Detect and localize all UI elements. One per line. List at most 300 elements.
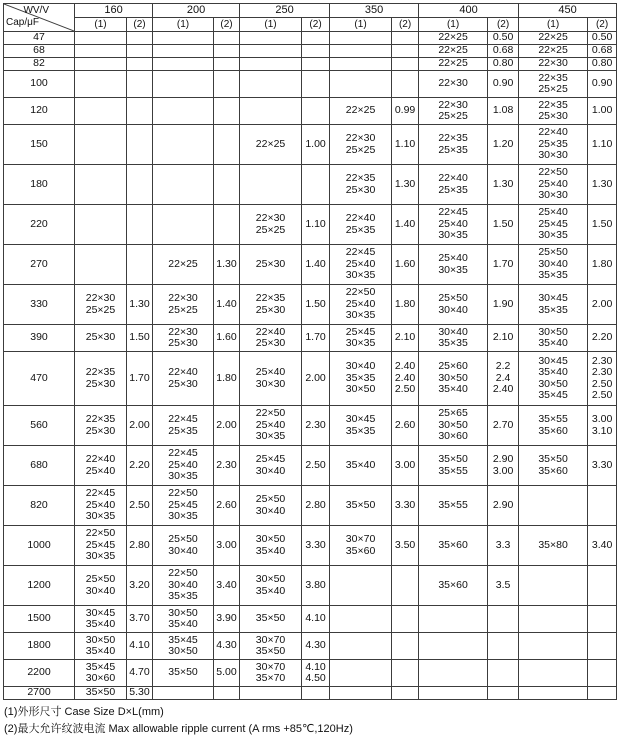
ripple-current-cell: 1.50 bbox=[588, 205, 617, 245]
case-size-cell bbox=[75, 71, 127, 98]
ripple-current-cell: 4.10 4.50 bbox=[302, 660, 330, 687]
case-size-cell bbox=[153, 58, 214, 71]
table-row bbox=[4, 325, 617, 352]
ripple-current-cell: 2.60 bbox=[392, 406, 419, 446]
table-row bbox=[4, 406, 617, 446]
capacitance-cell: 330 bbox=[4, 285, 75, 325]
table-row bbox=[4, 32, 617, 45]
ripple-current-cell: 3.00 3.10 bbox=[588, 406, 617, 446]
ripple-current-cell: 1.20 bbox=[488, 125, 519, 165]
capacitance-cell: 1800 bbox=[4, 633, 75, 660]
capacitance-cell: 68 bbox=[4, 45, 75, 58]
case-size-cell bbox=[240, 165, 302, 205]
ripple-current-cell: 1.10 bbox=[302, 205, 330, 245]
ripple-current-cell: 4.10 bbox=[302, 606, 330, 633]
case-size-cell: 22×40 25×35 bbox=[419, 165, 488, 205]
ripple-current-cell: 4.10 bbox=[127, 633, 153, 660]
ripple-current-cell: 1.10 bbox=[392, 125, 419, 165]
case-size-cell: 22×35 25×35 bbox=[419, 125, 488, 165]
case-size-cell bbox=[75, 245, 127, 285]
case-size-cell: 30×70 35×60 bbox=[330, 526, 392, 566]
ripple-current-cell: 3.70 bbox=[127, 606, 153, 633]
case-size-cell bbox=[330, 45, 392, 58]
case-size-cell bbox=[330, 32, 392, 45]
ripple-current-cell: 2.00 bbox=[302, 352, 330, 406]
ripple-current-cell: 5.30 bbox=[127, 687, 153, 700]
ripple-current-cell: 1.10 bbox=[588, 125, 617, 165]
ripple-current-cell: 2.30 bbox=[302, 406, 330, 446]
table-body bbox=[4, 4, 617, 700]
ripple-current-cell: 3.40 bbox=[214, 566, 240, 606]
case-size-cell: 22×45 25×40 30×35 bbox=[153, 446, 214, 486]
ripple-current-cell: 2.50 bbox=[302, 446, 330, 486]
case-size-cell: 22×35 25×30 bbox=[75, 352, 127, 406]
case-size-cell: 22×35 25×30 bbox=[330, 165, 392, 205]
ripple-current-cell: 0.90 bbox=[488, 71, 519, 98]
ripple-current-cell: 1.50 bbox=[302, 285, 330, 325]
subheader-size: (1) bbox=[419, 18, 488, 32]
ripple-current-cell bbox=[302, 98, 330, 125]
case-size-cell: 22×50 30×40 35×35 bbox=[153, 566, 214, 606]
ripple-current-cell: 3.40 bbox=[588, 526, 617, 566]
ripple-current-cell bbox=[214, 205, 240, 245]
voltage-header-350: 350 bbox=[330, 4, 419, 18]
ripple-current-cell: 2.10 bbox=[488, 325, 519, 352]
case-size-cell: 25×40 30×30 bbox=[240, 352, 302, 406]
ripple-current-cell bbox=[392, 58, 419, 71]
case-size-cell bbox=[330, 566, 392, 606]
case-size-cell: 25×40 30×35 bbox=[419, 245, 488, 285]
case-size-cell: 30×50 35×40 bbox=[240, 526, 302, 566]
ripple-current-cell: 1.60 bbox=[392, 245, 419, 285]
subheader-ripple: (2) bbox=[302, 18, 330, 32]
table-row bbox=[4, 566, 617, 606]
case-size-cell: 22×45 25×40 30×35 bbox=[330, 245, 392, 285]
ripple-current-cell: 0.68 bbox=[588, 45, 617, 58]
case-size-cell: 22×50 25×40 30×35 bbox=[330, 285, 392, 325]
ripple-current-cell bbox=[214, 71, 240, 98]
case-size-cell: 22×50 25×45 30×35 bbox=[153, 486, 214, 526]
capacitance-cell: 680 bbox=[4, 446, 75, 486]
case-size-cell bbox=[153, 98, 214, 125]
case-size-cell bbox=[519, 633, 588, 660]
case-size-cell: 22×40 25×30 bbox=[153, 352, 214, 406]
table-row bbox=[4, 205, 617, 245]
case-size-cell: 35×50 35×60 bbox=[519, 446, 588, 486]
case-size-cell: 22×25 bbox=[419, 45, 488, 58]
ripple-current-cell: 1.50 bbox=[127, 325, 153, 352]
case-size-cell bbox=[419, 633, 488, 660]
ripple-current-cell: 2.60 bbox=[214, 486, 240, 526]
ripple-current-cell bbox=[588, 633, 617, 660]
ripple-current-cell: 1.50 bbox=[488, 205, 519, 245]
ripple-current-cell: 1.00 bbox=[588, 98, 617, 125]
case-size-cell bbox=[519, 660, 588, 687]
subheader-ripple: (2) bbox=[127, 18, 153, 32]
ripple-current-cell bbox=[392, 606, 419, 633]
case-size-cell: 25×50 30×40 bbox=[153, 526, 214, 566]
case-size-cell: 22×40 25×40 bbox=[75, 446, 127, 486]
ripple-current-cell: 3.00 bbox=[392, 446, 419, 486]
case-size-cell bbox=[153, 32, 214, 45]
ripple-current-cell: 1.30 bbox=[392, 165, 419, 205]
case-size-cell: 22×30 bbox=[419, 71, 488, 98]
case-size-cell: 35×80 bbox=[519, 526, 588, 566]
case-size-cell bbox=[240, 58, 302, 71]
case-size-cell bbox=[330, 606, 392, 633]
case-size-cell bbox=[75, 32, 127, 45]
ripple-current-cell bbox=[127, 205, 153, 245]
ripple-current-cell: 2.00 bbox=[127, 406, 153, 446]
ripple-current-cell: 2.80 bbox=[127, 526, 153, 566]
case-size-cell: 22×45 25×40 30×35 bbox=[75, 486, 127, 526]
case-size-cell: 22×50 25×45 30×35 bbox=[75, 526, 127, 566]
ripple-current-cell bbox=[488, 633, 519, 660]
ripple-current-cell: 3.80 bbox=[302, 566, 330, 606]
case-size-cell bbox=[330, 633, 392, 660]
case-size-cell: 25×50 30×40 bbox=[240, 486, 302, 526]
case-size-cell: 22×40 25×35 bbox=[330, 205, 392, 245]
case-size-cell: 25×65 30×50 30×60 bbox=[419, 406, 488, 446]
ripple-current-cell bbox=[127, 98, 153, 125]
ripple-current-cell bbox=[214, 165, 240, 205]
case-size-cell: 35×50 bbox=[240, 606, 302, 633]
ripple-current-cell: 3.90 bbox=[214, 606, 240, 633]
case-size-cell: 35×55 35×60 bbox=[519, 406, 588, 446]
ripple-current-cell: 1.00 bbox=[302, 125, 330, 165]
case-size-cell: 25×50 30×40 bbox=[75, 566, 127, 606]
ripple-current-cell bbox=[588, 566, 617, 606]
capacitance-cell: 1000 bbox=[4, 526, 75, 566]
case-size-cell: 25×30 bbox=[75, 325, 127, 352]
ripple-current-cell: 3.3 bbox=[488, 526, 519, 566]
capacitance-cell: 1500 bbox=[4, 606, 75, 633]
ripple-current-cell: 3.30 bbox=[302, 526, 330, 566]
subheader-size: (1) bbox=[75, 18, 127, 32]
case-size-cell: 22×45 25×40 30×35 bbox=[419, 205, 488, 245]
footnote-case-size: (1)外形尺寸 Case Size D×L(mm) bbox=[4, 706, 164, 718]
voltage-header-row bbox=[4, 4, 617, 18]
ripple-current-cell bbox=[392, 71, 419, 98]
ripple-current-cell bbox=[302, 45, 330, 58]
corner-cell bbox=[4, 4, 75, 32]
voltage-header-400: 400 bbox=[419, 4, 519, 18]
ripple-current-cell: 2.90 bbox=[488, 486, 519, 526]
ripple-current-cell: 1.40 bbox=[302, 245, 330, 285]
ripple-current-cell bbox=[302, 32, 330, 45]
ripple-current-cell bbox=[302, 165, 330, 205]
table-row bbox=[4, 165, 617, 205]
case-size-cell bbox=[153, 45, 214, 58]
ripple-current-cell: 1.70 bbox=[302, 325, 330, 352]
ripple-current-cell: 2.70 bbox=[488, 406, 519, 446]
ripple-current-cell: 0.68 bbox=[488, 45, 519, 58]
case-size-cell bbox=[519, 486, 588, 526]
ripple-current-cell bbox=[588, 606, 617, 633]
case-size-cell: 22×25 bbox=[519, 45, 588, 58]
case-size-cell: 30×50 35×40 bbox=[240, 566, 302, 606]
ripple-current-cell bbox=[392, 687, 419, 700]
table-row bbox=[4, 660, 617, 687]
ripple-current-cell: 1.30 bbox=[127, 285, 153, 325]
ripple-current-cell: 1.30 bbox=[488, 165, 519, 205]
ripple-current-cell: 2.10 bbox=[392, 325, 419, 352]
ripple-current-cell bbox=[302, 58, 330, 71]
table-row bbox=[4, 71, 617, 98]
ripple-current-cell bbox=[127, 45, 153, 58]
table-row bbox=[4, 526, 617, 566]
case-size-cell: 30×70 35×50 bbox=[240, 633, 302, 660]
subheader-size: (1) bbox=[330, 18, 392, 32]
case-size-cell bbox=[75, 165, 127, 205]
case-size-cell: 22×25 bbox=[419, 32, 488, 45]
capacitance-cell: 180 bbox=[4, 165, 75, 205]
case-size-cell bbox=[330, 660, 392, 687]
corner-wv-label: WV/V bbox=[23, 5, 49, 16]
case-size-cell: 35×60 bbox=[419, 526, 488, 566]
spec-table-wrapper bbox=[3, 3, 616, 738]
table-row bbox=[4, 486, 617, 526]
ripple-current-cell: 1.60 bbox=[214, 325, 240, 352]
ripple-current-cell: 1.80 bbox=[214, 352, 240, 406]
ripple-current-cell: 2.30 2.30 2.50 2.50 bbox=[588, 352, 617, 406]
case-size-cell: 22×40 25×35 30×30 bbox=[519, 125, 588, 165]
table-row bbox=[4, 606, 617, 633]
case-size-cell: 30×50 35×40 bbox=[75, 633, 127, 660]
ripple-current-cell: 2.50 bbox=[127, 486, 153, 526]
capacitance-cell: 100 bbox=[4, 71, 75, 98]
case-size-cell: 22×40 25×30 bbox=[240, 325, 302, 352]
ripple-current-cell: 2.2 2.4 2.40 bbox=[488, 352, 519, 406]
case-size-cell: 25×30 bbox=[240, 245, 302, 285]
case-size-cell: 30×45 35×40 bbox=[75, 606, 127, 633]
table-row bbox=[4, 125, 617, 165]
subheader-ripple: (2) bbox=[392, 18, 419, 32]
ripple-current-cell: 2.00 bbox=[588, 285, 617, 325]
ripple-current-cell bbox=[127, 125, 153, 165]
voltage-header-160: 160 bbox=[75, 4, 153, 18]
ripple-current-cell bbox=[127, 165, 153, 205]
ripple-current-cell: 3.50 bbox=[392, 526, 419, 566]
case-size-cell bbox=[419, 660, 488, 687]
ripple-current-cell: 1.80 bbox=[588, 245, 617, 285]
ripple-current-cell: 1.08 bbox=[488, 98, 519, 125]
capacitance-cell: 2700 bbox=[4, 687, 75, 700]
capacitance-cell: 2200 bbox=[4, 660, 75, 687]
case-size-cell bbox=[240, 687, 302, 700]
case-size-cell: 22×30 25×25 bbox=[330, 125, 392, 165]
voltage-header-200: 200 bbox=[153, 4, 240, 18]
case-size-cell: 25×50 30×40 35×35 bbox=[519, 245, 588, 285]
ripple-current-cell: 3.00 bbox=[214, 526, 240, 566]
case-size-cell bbox=[75, 205, 127, 245]
capacitance-cell: 560 bbox=[4, 406, 75, 446]
case-size-cell: 30×50 35×40 bbox=[153, 606, 214, 633]
voltage-header-450: 450 bbox=[519, 4, 617, 18]
ripple-current-cell: 0.99 bbox=[392, 98, 419, 125]
case-size-cell: 22×45 25×35 bbox=[153, 406, 214, 446]
case-size-cell: 35×55 bbox=[419, 486, 488, 526]
ripple-current-cell bbox=[127, 32, 153, 45]
case-size-cell: 30×45 35×40 30×50 35×45 bbox=[519, 352, 588, 406]
ripple-current-cell bbox=[214, 58, 240, 71]
ripple-current-cell bbox=[302, 71, 330, 98]
case-size-cell: 22×35 25×30 bbox=[75, 406, 127, 446]
table-row bbox=[4, 285, 617, 325]
ripple-current-cell bbox=[392, 45, 419, 58]
ripple-current-cell bbox=[127, 58, 153, 71]
case-size-cell bbox=[75, 125, 127, 165]
ripple-current-cell: 1.30 bbox=[588, 165, 617, 205]
case-size-cell bbox=[240, 32, 302, 45]
ripple-current-cell: 1.40 bbox=[214, 285, 240, 325]
case-size-cell bbox=[75, 45, 127, 58]
voltage-header-250: 250 bbox=[240, 4, 330, 18]
case-size-cell bbox=[153, 165, 214, 205]
ripple-current-cell bbox=[488, 660, 519, 687]
ripple-current-cell: 2.30 bbox=[214, 446, 240, 486]
case-size-cell: 25×60 30×50 35×40 bbox=[419, 352, 488, 406]
case-size-cell: 30×70 35×70 bbox=[240, 660, 302, 687]
footnote-ripple-current: (2)最大允许纹波电流 Max allowable ripple current (A rms +85℃,120Hz) bbox=[4, 723, 353, 735]
ripple-current-cell: 0.50 bbox=[588, 32, 617, 45]
ripple-current-cell: 1.30 bbox=[214, 245, 240, 285]
case-size-cell bbox=[153, 71, 214, 98]
ripple-current-cell bbox=[214, 125, 240, 165]
case-size-cell: 35×60 bbox=[419, 566, 488, 606]
case-size-cell bbox=[153, 687, 214, 700]
case-size-cell bbox=[519, 687, 588, 700]
ripple-current-cell bbox=[588, 486, 617, 526]
case-size-cell: 35×50 35×55 bbox=[419, 446, 488, 486]
case-size-cell bbox=[519, 566, 588, 606]
capacitance-cell: 820 bbox=[4, 486, 75, 526]
ripple-current-cell bbox=[392, 660, 419, 687]
case-size-cell bbox=[153, 125, 214, 165]
ripple-current-cell: 0.80 bbox=[588, 58, 617, 71]
table-row bbox=[4, 446, 617, 486]
ripple-current-cell: 3.20 bbox=[127, 566, 153, 606]
case-size-cell: 22×25 bbox=[153, 245, 214, 285]
case-size-cell: 35×45 30×50 bbox=[153, 633, 214, 660]
case-size-cell: 30×40 35×35 bbox=[419, 325, 488, 352]
case-size-cell bbox=[330, 71, 392, 98]
ripple-current-cell: 0.90 bbox=[588, 71, 617, 98]
case-size-cell: 35×50 bbox=[153, 660, 214, 687]
ripple-current-cell: 3.5 bbox=[488, 566, 519, 606]
subheader-size: (1) bbox=[240, 18, 302, 32]
ripple-current-cell: 4.70 bbox=[127, 660, 153, 687]
case-size-cell: 22×35 25×30 bbox=[240, 285, 302, 325]
ripple-current-cell bbox=[588, 687, 617, 700]
case-size-cell: 30×45 35×35 bbox=[519, 285, 588, 325]
table-row bbox=[4, 633, 617, 660]
ripple-current-cell: 4.30 bbox=[214, 633, 240, 660]
ripple-current-cell bbox=[488, 687, 519, 700]
case-size-cell: 35×50 bbox=[75, 687, 127, 700]
ripple-current-cell: 2.20 bbox=[588, 325, 617, 352]
ripple-current-cell bbox=[588, 660, 617, 687]
capacitance-cell: 1200 bbox=[4, 566, 75, 606]
case-size-cell bbox=[75, 98, 127, 125]
ripple-current-cell: 0.50 bbox=[488, 32, 519, 45]
ripple-current-cell bbox=[392, 32, 419, 45]
capacitance-cell: 220 bbox=[4, 205, 75, 245]
table-row bbox=[4, 98, 617, 125]
case-size-cell: 22×25 bbox=[240, 125, 302, 165]
case-size-cell: 30×50 35×40 bbox=[519, 325, 588, 352]
ripple-current-cell: 1.90 bbox=[488, 285, 519, 325]
case-size-cell bbox=[419, 606, 488, 633]
ripple-current-cell: 3.30 bbox=[392, 486, 419, 526]
ripple-current-cell bbox=[214, 45, 240, 58]
case-size-cell: 22×50 25×40 30×35 bbox=[240, 406, 302, 446]
case-size-cell: 22×25 bbox=[419, 58, 488, 71]
case-size-cell: 35×45 30×60 bbox=[75, 660, 127, 687]
table-row bbox=[4, 245, 617, 285]
case-size-cell: 22×50 25×40 30×30 bbox=[519, 165, 588, 205]
capacitance-cell: 390 bbox=[4, 325, 75, 352]
case-size-cell bbox=[519, 606, 588, 633]
ripple-current-cell: 1.70 bbox=[127, 352, 153, 406]
case-size-cell bbox=[330, 687, 392, 700]
case-size-cell bbox=[240, 45, 302, 58]
subheader-ripple: (2) bbox=[588, 18, 617, 32]
ripple-current-cell bbox=[392, 633, 419, 660]
case-size-cell: 22×30 25×25 bbox=[419, 98, 488, 125]
capacitance-cell: 120 bbox=[4, 98, 75, 125]
footnotes bbox=[3, 704, 616, 738]
subheader-size: (1) bbox=[519, 18, 588, 32]
case-size-cell: 25×50 30×40 bbox=[419, 285, 488, 325]
case-size-cell: 30×45 35×35 bbox=[330, 406, 392, 446]
case-size-cell bbox=[330, 58, 392, 71]
ripple-current-cell: 1.40 bbox=[392, 205, 419, 245]
ripple-current-cell: 2.00 bbox=[214, 406, 240, 446]
case-size-cell bbox=[419, 687, 488, 700]
ripple-current-cell: 2.80 bbox=[302, 486, 330, 526]
capacitor-spec-table bbox=[3, 3, 617, 700]
case-size-cell: 22×30 bbox=[519, 58, 588, 71]
ripple-current-cell: 5.00 bbox=[214, 660, 240, 687]
ripple-current-cell bbox=[214, 32, 240, 45]
case-size-cell: 35×40 bbox=[330, 446, 392, 486]
ripple-current-cell: 4.30 bbox=[302, 633, 330, 660]
ripple-current-cell: 1.80 bbox=[392, 285, 419, 325]
capacitance-cell: 150 bbox=[4, 125, 75, 165]
ripple-current-cell bbox=[302, 687, 330, 700]
subheader-row bbox=[4, 18, 617, 32]
subheader-size: (1) bbox=[153, 18, 214, 32]
case-size-cell bbox=[240, 98, 302, 125]
case-size-cell: 30×40 35×35 30×50 bbox=[330, 352, 392, 406]
case-size-cell: 25×45 30×40 bbox=[240, 446, 302, 486]
case-size-cell: 22×35 25×30 bbox=[519, 98, 588, 125]
case-size-cell bbox=[153, 205, 214, 245]
table-row bbox=[4, 352, 617, 406]
case-size-cell bbox=[240, 71, 302, 98]
ripple-current-cell bbox=[488, 606, 519, 633]
table-row bbox=[4, 687, 617, 700]
subheader-ripple: (2) bbox=[214, 18, 240, 32]
capacitance-cell: 270 bbox=[4, 245, 75, 285]
ripple-current-cell: 2.40 2.40 2.50 bbox=[392, 352, 419, 406]
ripple-current-cell: 2.20 bbox=[127, 446, 153, 486]
case-size-cell: 22×25 bbox=[330, 98, 392, 125]
ripple-current-cell bbox=[214, 687, 240, 700]
ripple-current-cell: 1.70 bbox=[488, 245, 519, 285]
capacitance-cell: 82 bbox=[4, 58, 75, 71]
